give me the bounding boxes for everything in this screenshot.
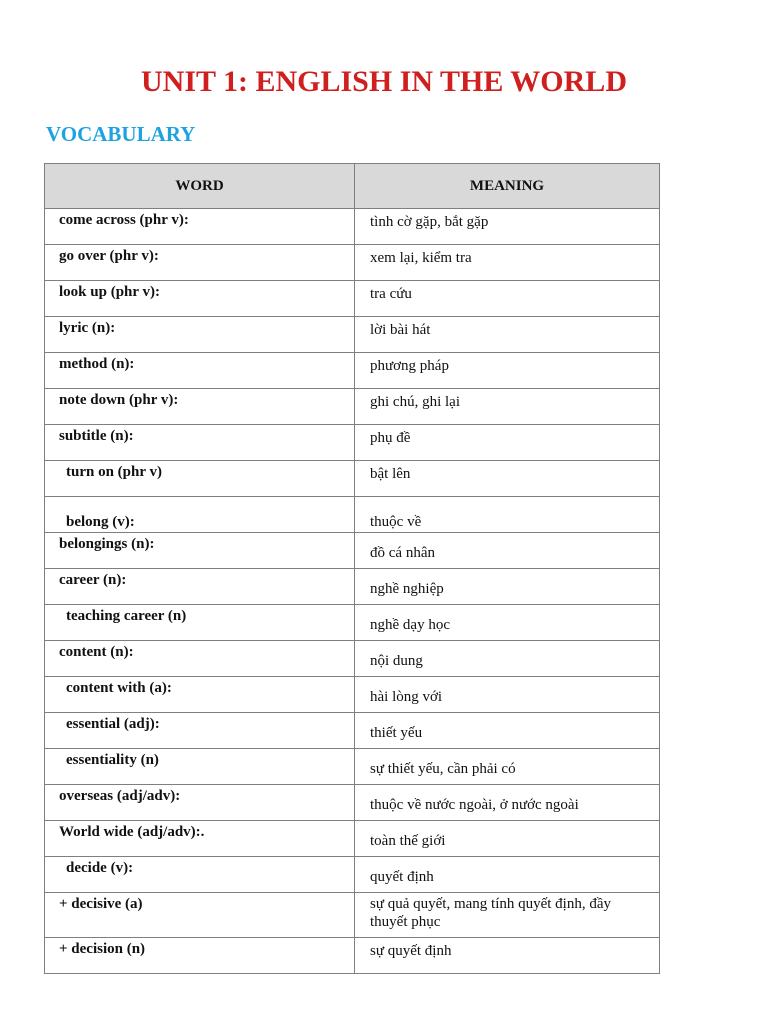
word-cell: subtitle (n): [45, 425, 355, 461]
meaning-cell: hài lòng với [355, 677, 660, 713]
word-cell: career (n): [45, 569, 355, 605]
word-cell: belong (v): [45, 497, 355, 533]
unit-title: UNIT 1: ENGLISH IN THE WORLD [141, 65, 627, 98]
word-cell: World wide (adj/adv):. [45, 821, 355, 857]
table-row [45, 497, 660, 533]
table-row [45, 209, 660, 245]
table-row [45, 461, 660, 497]
word-cell: turn on (phr v) [45, 461, 355, 497]
word-cell: overseas (adj/adv): [45, 785, 355, 821]
table-row [45, 677, 660, 713]
word-cell: method (n): [45, 353, 355, 389]
word-cell: look up (phr v): [45, 281, 355, 317]
word-cell: teaching career (n) [45, 605, 355, 641]
meaning-cell: sự thiết yếu, cần phải có [355, 749, 660, 785]
table-row [45, 857, 660, 893]
header-meaning: MEANING [355, 164, 660, 209]
table-header-row [45, 164, 660, 209]
table-row [45, 938, 660, 974]
table-row [45, 641, 660, 677]
table-row [45, 713, 660, 749]
meaning-cell: lời bài hát [355, 317, 660, 353]
word-cell: lyric (n): [45, 317, 355, 353]
table-row [45, 281, 660, 317]
table-row [45, 785, 660, 821]
table-row [45, 569, 660, 605]
meaning-cell: phương pháp [355, 353, 660, 389]
word-cell: + decision (n) [45, 938, 355, 974]
word-cell: note down (phr v): [45, 389, 355, 425]
meaning-cell: nghề nghiệp [355, 569, 660, 605]
meaning-cell: bật lên [355, 461, 660, 497]
word-cell: content with (a): [45, 677, 355, 713]
table-row [45, 749, 660, 785]
table-row [45, 245, 660, 281]
meaning-cell: đồ cá nhân [355, 533, 660, 569]
table-row [45, 353, 660, 389]
word-cell: decide (v): [45, 857, 355, 893]
meaning-cell: toàn thế giới [355, 821, 660, 857]
meaning-cell: sự quyết định [355, 938, 660, 974]
meaning-cell: tình cờ gặp, bắt gặp [355, 209, 660, 245]
table-row [45, 893, 660, 938]
meaning-cell: tra cứu [355, 281, 660, 317]
table-row [45, 425, 660, 461]
meaning-cell: nội dung [355, 641, 660, 677]
meaning-cell: nghề dạy học [355, 605, 660, 641]
header-word: WORD [45, 164, 355, 209]
meaning-cell: ghi chú, ghi lại [355, 389, 660, 425]
table-row [45, 821, 660, 857]
word-cell: content (n): [45, 641, 355, 677]
meaning-cell: xem lại, kiểm tra [355, 245, 660, 281]
table-row [45, 317, 660, 353]
word-cell: + decisive (a) [45, 893, 355, 938]
word-cell: belongings (n): [45, 533, 355, 569]
table-row [45, 605, 660, 641]
meaning-cell: thiết yếu [355, 713, 660, 749]
meaning-cell: thuộc về nước ngoài, ở nước ngoài [355, 785, 660, 821]
meaning-cell: thuộc về [355, 497, 660, 533]
word-cell: come across (phr v): [45, 209, 355, 245]
meaning-cell: quyết định [355, 857, 660, 893]
table-row [45, 533, 660, 569]
word-cell: go over (phr v): [45, 245, 355, 281]
table-row [45, 389, 660, 425]
word-cell: essentiality (n) [45, 749, 355, 785]
word-cell: essential (adj): [45, 713, 355, 749]
vocabulary-table [44, 163, 660, 974]
section-title: VOCABULARY [46, 122, 196, 146]
meaning-cell: phụ đề [355, 425, 660, 461]
meaning-cell: sự quả quyết, mang tính quyết định, đầy thuyết phục [355, 893, 660, 938]
